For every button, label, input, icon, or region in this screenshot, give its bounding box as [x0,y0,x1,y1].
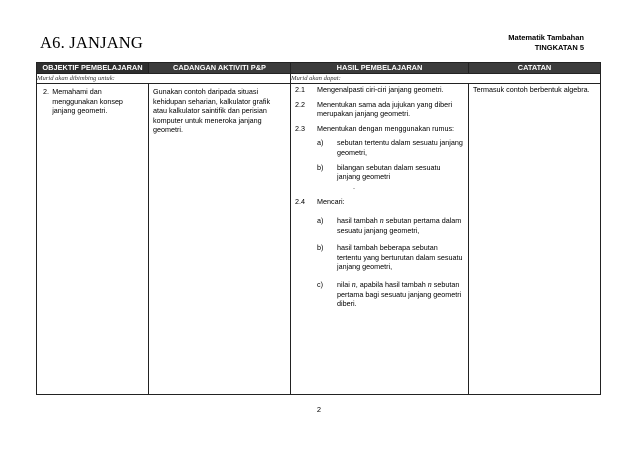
sub-letter: b) [317,243,324,253]
col-outcomes-header: HASIL PEMBELAJARAN [291,63,469,74]
objectives-subheading: Murid akan dibimbing untuk: [37,74,291,84]
outcome-text: Mengenalpasti ciri-ciri janjang geometri. [317,85,444,94]
sub-text: hasil tambah beberapa sebutan tertentu yang berturutan dalam sesuatu janjang geometri, [337,243,463,272]
outcome-2-3-b [317,163,464,182]
outcome-2-4-b [317,243,464,272]
outcome-number: 2.1 [295,85,305,94]
sub-text [337,280,464,309]
sub-text-part: hasil tambah [337,215,378,225]
sub-text-part: sebutan pertama dalam sesuatu janjang geometri, [337,215,462,235]
syllabus-table [36,62,601,395]
note-text: Termasuk contoh berbentuk algebra. [473,85,590,94]
outcome-2-4-c [317,280,464,309]
sub-text [337,216,464,235]
outcome-number: 2.3 [295,123,305,133]
outcomes-cell [291,84,469,395]
sub-letter: a) [317,138,324,148]
outcome-number: 2.4 [295,197,305,207]
outcome-text: Menentukan sama ada jujukan yang diberi merupakan janjang geometri. [317,99,453,119]
objectives-cell [37,84,149,395]
activities-cell [149,84,291,395]
sub-text: bilangan sebutan dalam sesuatu janjang geometri [337,162,441,182]
sub-text-part: , apabila hasil tambah [355,279,426,289]
outcome-2-2 [295,100,464,119]
col-activities-header: CADANGAN AKTIVITI P&P [149,63,291,74]
variable-n: n [379,215,384,225]
column-header-row [37,63,601,74]
col-objectives-header: OBJEKTIF PEMBELAJARAN [37,63,149,74]
outcome-2-4-a [317,216,464,235]
outcome-2-3 [295,124,464,134]
content-row [37,84,601,395]
stray-period: . [353,181,355,191]
sub-text: sebutan tertentu dalam sesuatu janjang geometri, [337,138,463,157]
outcome-2-4 [295,197,464,207]
sub-letter: a) [317,215,324,225]
header-right [508,33,584,53]
variable-n: n [351,279,356,289]
activity-text: Gunakan contoh daripada situasi kehidupan seharian, kalkulator grafik atau kalkulator saintifik dan perisian komputer untuk meneroka janjang geometri. [153,87,271,135]
outcome-2-1 [295,85,464,95]
objective-number: 2. [43,87,49,96]
notes-cell [469,84,601,395]
subheading-row [37,74,601,84]
objective-text: Memahami dan menggunakan konsep janjang geometri. [52,87,123,116]
subject-label: Matematik Tambahan [508,33,584,42]
form-label: TINGKATAN 5 [534,43,584,52]
outcome-text: Mencari: [317,197,345,207]
sub-text-part: sebutan pertama bagi sesuatu janjang geometri diberi. [337,279,462,309]
sub-letter: c) [317,279,323,289]
outcome-2-3-a [317,138,464,157]
outcome-text: Menentukan dengan menggunakan rumus: [317,123,455,133]
sub-text-part: nilai [337,279,350,289]
variable-n: n [427,279,432,289]
outcomes-subheading: Murid akan dapat: [291,74,601,84]
page-number: 2 [316,405,322,414]
page-title: A6. JANJANG [40,33,144,52]
outcome-number: 2.2 [295,99,305,109]
col-notes-header: CATATAN [469,63,601,74]
sub-letter: b) [317,162,324,172]
